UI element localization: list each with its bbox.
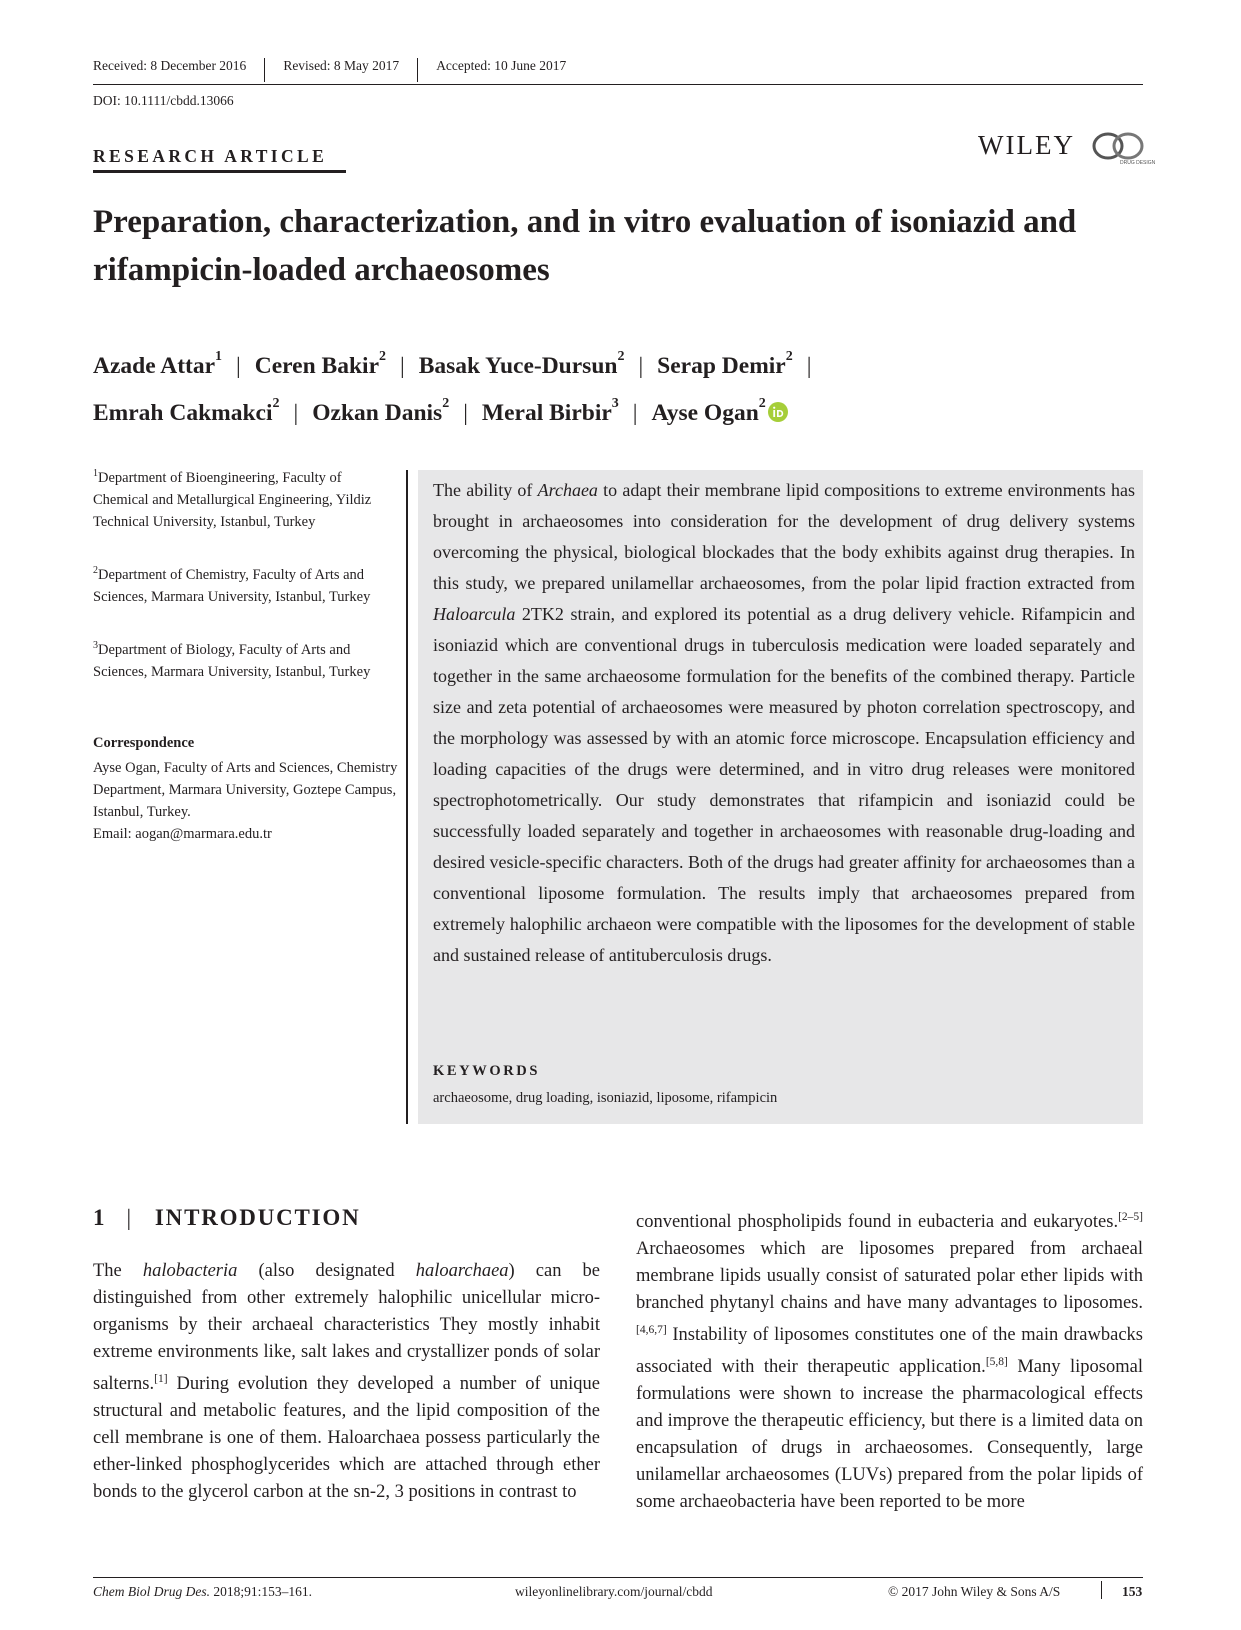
- citation-link[interactable]: [2–5]: [1118, 1211, 1143, 1223]
- accepted-date: Accepted: 10 June 2017: [436, 58, 567, 73]
- page-number: 153: [1122, 1584, 1143, 1599]
- author-separator: |: [293, 399, 299, 426]
- author-list: [93, 340, 1153, 434]
- article-dates: [93, 58, 584, 82]
- author[interactable]: Basak Yuce-Dursun$^2$: [418, 349, 625, 379]
- citation-link[interactable]: [5,8]: [985, 1356, 1008, 1369]
- abstract-divider: [406, 470, 408, 1124]
- journal-logo-text: DRUG DESIGN: [1120, 160, 1156, 166]
- footer-copyright: © 2017 John Wiley & Sons A/S: [888, 1584, 1061, 1599]
- correspondence-heading: Correspondence: [93, 735, 195, 751]
- header-rule: [93, 84, 1143, 85]
- keywords-list: archaeosome, drug loading, isoniazid, liposome, rifampicin: [433, 1090, 778, 1106]
- author-separator: |: [463, 399, 468, 426]
- affiliation: $^3$Department of Biology, Faculty of Arts and Sciences, Marmara University, Istanbul, Turkey: [93, 640, 371, 680]
- section-underline: [93, 170, 346, 173]
- article-title: Preparation, characterization, and in vitro evaluation of isoniazid and rifampicin-loaded archaeosomes: [93, 204, 1077, 288]
- footer-citation: Chem Biol Drug Des. 2018;91:153–161.: [93, 1584, 313, 1599]
- orcid-icon[interactable]: [768, 402, 788, 422]
- keywords-heading: KEYWORDS: [433, 1063, 541, 1079]
- author[interactable]: Emrah Cakmakci$^2$: [93, 395, 280, 426]
- date-separator: [417, 58, 418, 82]
- author[interactable]: Azade Attar$^1$: [93, 349, 223, 379]
- author-separator: |: [638, 352, 644, 379]
- publisher-logo: WILEY: [978, 130, 1075, 160]
- footer-url[interactable]: wileyonlinelibrary.com/journal/cbdd: [515, 1584, 713, 1599]
- citation-link[interactable]: [1]: [154, 1373, 168, 1385]
- correspondence-email[interactable]: Email: aogan@marmara.edu.tr: [93, 826, 272, 842]
- received-date: Received: 8 December 2016: [93, 58, 247, 73]
- affiliation: $^2$Department of Chemistry, Faculty of Arts and Sciences, Marmara University, Istanbul, Turkey: [93, 565, 371, 605]
- author[interactable]: Ceren Bakir$^2$: [254, 349, 387, 379]
- intro-column-right: conventional phospholipids found in eubacteria and eukaryotes.[2–5] Archaeosomes which are liposomes prepared from archaeal membrane lipids usually consist of saturated polar ether lipids with branched phytanyl chains and have many advantages to liposomes.[4,6,7] Instability of liposomes constitutes one of the main drawbacks associated with their therapeutic application.[5,8] Many liposomal formulations were shown to increase the pharmacological effects and improve the therapeutic efficiency, but there is a limited data on encapsulation of drugs in archaeosomes. Consequently, large unilamellar archaeosomes (LUVs) prepared from the polar lipids of some archaeobacteria have been reported to be more: [636, 1211, 1143, 1513]
- footer-separator: [1101, 1581, 1102, 1599]
- footer-rule: [93, 1577, 1143, 1578]
- author[interactable]: Ozkan Danis$^2$: [312, 395, 450, 426]
- abstract-text: The ability of Archaea to adapt their membrane lipid compositions to extreme environments has brought in archaeosomes into consideration for the development of drug delivery systems overcoming the physical, biological blockades that the body exhibits against drug therapies. In this study, we prepared unilamellar archaeosomes, from the polar lipid fraction extracted from Haloarcula 2TK2 strain, and explored its potential as a drug delivery vehicle. Rifampicin and isoniazid which are conventional drugs in tuberculosis medication were loaded separately and together in the same archaeosome formulation for the benefits of the combined therapy. Particle size and zeta potential of archaeosomes were measured by photon correlation spectroscopy, and the morphology was assessed by with an atomic force microscope. Encapsulation efficiency and loading capacities of the drugs were determined, and in vitro drug releases were monitored spectrophotometrically. Our study demonstrates that rifampicin and isoniazid could be successfully loaded separately and together in archaeosomes with reasonable drug-loading and desired vesicle-specific characters. Both of the drugs had greater affinity for archaeosomes than a conventional liposome formulation. The results imply that archaeosomes prepared from extremely halophilic archaeon were compatible with the liposomes for the development of stable and sustained release of antituberculosis drugs.: [433, 480, 1135, 965]
- author[interactable]: Ayse Ogan$^2$: [651, 395, 766, 426]
- author[interactable]: Meral Birbir$^3$: [481, 395, 619, 426]
- author[interactable]: Serap Demir$^2$: [657, 349, 793, 379]
- section-heading-introduction: 1 | INTRODUCTION: [93, 1205, 361, 1230]
- author-separator: |: [400, 352, 405, 379]
- author-separator: |: [236, 352, 241, 379]
- author-separator: |: [806, 352, 812, 379]
- affiliation: $^1$Department of Bioengineering, Faculty of Chemical and Metallurgical Engineering, Yildiz Technical University, Istanbul, Turkey: [93, 468, 372, 530]
- revised-date: Revised: 8 May 2017: [283, 58, 400, 73]
- correspondence-address: Ayse Ogan, Faculty of Arts and Sciences, Chemistry Department, Marmara University, Goztepe Campus, Istanbul, Turkey.: [93, 760, 398, 820]
- section-label: RESEARCH ARTICLE: [93, 146, 328, 166]
- correspondence: [93, 757, 398, 845]
- author-separator: |: [632, 399, 638, 426]
- date-separator: [264, 58, 265, 82]
- citation-link[interactable]: [4,6,7]: [636, 1324, 667, 1337]
- doi[interactable]: DOI: 10.1111/cbdd.13066: [93, 93, 234, 108]
- intro-column-left: The halobacteria (also designated haloarchaea) can be distinguished from other extremely halophilic unicellular micro-organisms by their archaeal characteristics They mostly inhabit extreme environments like, salt lakes and crystallizer ponds of solar salterns.[1] During evolution they developed a number of unique structural and metabolic features, and the lipid composition of the cell membrane is one of them. Haloarchaea possess particularly the ether-linked phosphoglycerides which are attached through ether bonds to the glycerol carbon at the sn-2, 3 positions in contrast to: [93, 1261, 601, 1503]
- cbdd-journal-logo: [1090, 130, 1156, 166]
